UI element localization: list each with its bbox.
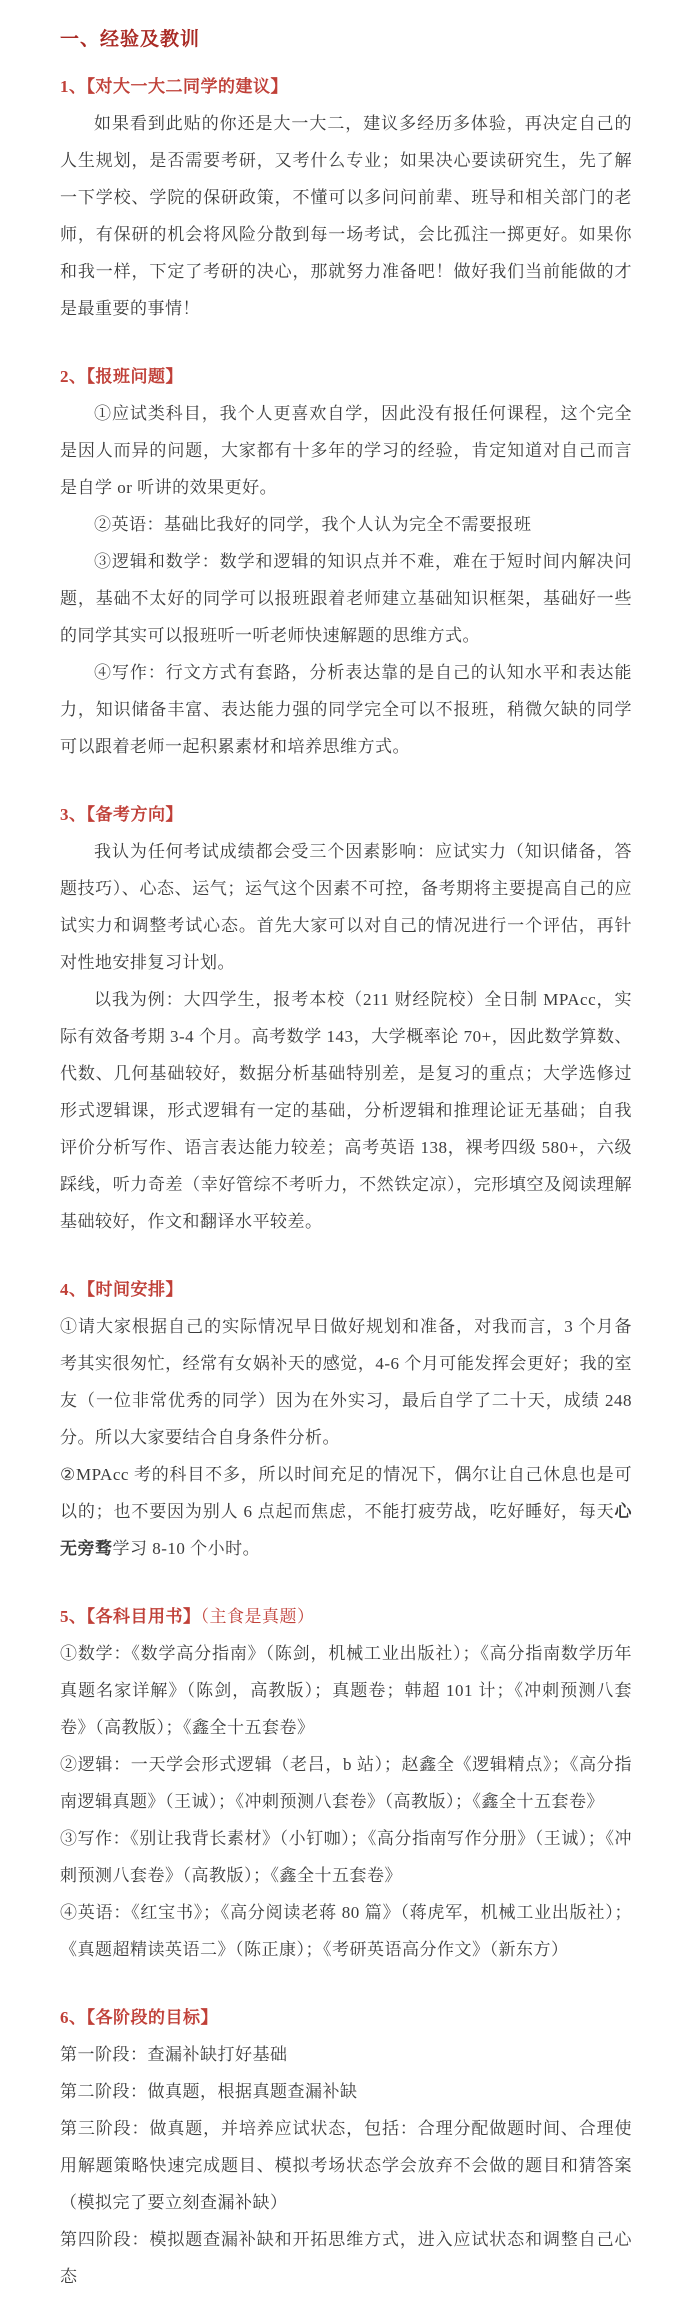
section [60, 1598, 632, 1968]
section-heading-text: 5、【各科目用书】 [60, 1607, 201, 1626]
paragraph [60, 654, 632, 765]
section [60, 1271, 632, 1567]
section-heading [60, 1271, 632, 1308]
paragraph [60, 543, 632, 654]
text-run: 以我为例：大四学生，报考本校（211 财经院校）全日制 MPAcc，实际有效备考期 3-4 个月。高考数学 143，大学概率论 70+，因此数学算数、代数、几何基础较好，数据分析基础特别差，是复习的重点；大学选修过形式逻辑课，形式逻辑有一定的基础，分析逻辑和推理论证无基础；自我评价分析写作、语言表达能力较差；高考英语 138，裸考四级 580+，六级踩线，听力奇差（幸好管综不考听力，不然铁定凉），完形填空及阅读理解基础较好，作文和翻译水平较差。 [60, 990, 632, 1231]
text-run: ②英语：基础比我好的同学，我个人认为完全不需要报班 [94, 515, 532, 534]
document-title: 一、经验及教训 [60, 29, 201, 50]
section-heading-text: 6、【各阶段的目标】 [60, 2008, 218, 2027]
text-run: 第四阶段：模拟题查漏补缺和开拓思维方式，进入应试状态和调整自己心态 [60, 2230, 632, 2286]
text-run: 第三阶段：做真题，并培养应试状态，包括：合理分配做题时间、合理使用解题策略快速完成题目、模拟考场状态学会放弃不会做的题目和猜答案（模拟完了要立刻查漏补缺） [60, 2119, 632, 2212]
text-run: ④写作：行文方式有套路，分析表达靠的是自己的认知水平和表达能力，知识储备丰富、表达能力强的同学完全可以不报班，稍微欠缺的同学可以跟着老师一起积累素材和培养思维方式。 [60, 663, 632, 756]
text-run: 第一阶段：查漏补缺打好基础 [60, 2045, 288, 2064]
section-heading-suffix: （主食是真题） [200, 1607, 315, 1626]
paragraph [60, 1308, 632, 1456]
section-heading [60, 1999, 632, 2036]
text-run: ①数学：《数学高分指南》（陈剑，机械工业出版社）；《高分指南数学历年真题名家详解》（陈剑，高教版）；真题卷；韩超 101 计；《冲刺预测八套卷》（高教版）；《鑫全十五套卷》 [60, 1644, 632, 1737]
text-run: ①应试类科目，我个人更喜欢自学，因此没有报任何课程，这个完全是因人而异的问题，大家都有十多年的学习的经验，肯定知道对自己而言是自学 or 听讲的效果更好。 [60, 404, 632, 497]
paragraph [60, 2073, 632, 2110]
section-heading [60, 358, 632, 395]
text-run: ②MPAcc 考的科目不多，所以时间充足的情况下，偶尔让自己休息也是可以的；也不要因为别人 6 点起而焦虑，不能打疲劳战，吃好睡好，每天 [60, 1465, 632, 1521]
text-run: ③逻辑和数学：数学和逻辑的知识点并不难，难在于短时间内解决问题，基础不太好的同学可以报班跟着老师建立基础知识框架，基础好一些的同学其实可以报班听一听老师快速解题的思维方式。 [60, 552, 632, 645]
paragraph [60, 1894, 632, 1968]
paragraph [60, 2110, 632, 2221]
paragraph [60, 833, 632, 981]
paragraph [60, 1820, 632, 1894]
section-heading [60, 68, 632, 105]
text-run: 我认为任何考试成绩都会受三个因素影响：应试实力（知识储备，答题技巧）、心态、运气；运气这个因素不可控，备考期将主要提高自己的应试实力和调整考试心态。首先大家可以对自己的情况进行一个评估，再针对性地安排复习计划。 [60, 842, 632, 972]
text-run: ②逻辑：一天学会形式逻辑（老吕，b 站）；赵鑫全《逻辑精点》；《高分指南逻辑真题》（王诚）；《冲刺预测八套卷》（高教版）；《鑫全十五套卷》 [60, 1755, 632, 1811]
section-heading-text: 1、【对大一大二同学的建议】 [60, 77, 288, 96]
paragraph [60, 981, 632, 1240]
paragraph [60, 1746, 632, 1820]
section [60, 796, 632, 1240]
paragraph [60, 1456, 632, 1567]
section [60, 68, 632, 327]
text-run: 如果看到此贴的你还是大一大二，建议多经历多体验，再决定自己的人生规划，是否需要考研，又考什么专业；如果决心要读研究生，先了解一下学校、学院的保研政策，不懂可以多问问前辈、班导和相关部门的老师，有保研的机会将风险分散到每一场考试，会比孤注一掷更好。如果你和我一样，下定了考研的决心，那就努力准备吧！做好我们当前能做的才是最重要的事情！ [60, 114, 632, 318]
paragraph [60, 1635, 632, 1746]
section-heading-text: 2、【报班问题】 [60, 367, 183, 386]
paragraph [60, 2221, 632, 2295]
section [60, 1999, 632, 2295]
text-run: ③写作：《别让我背长素材》（小钉咖）；《高分指南写作分册》（王诚）；《冲刺预测八套卷》（高教版）；《鑫全十五套卷》 [60, 1829, 632, 1885]
section-heading [60, 1598, 632, 1635]
text-run: 学习 8-10 个小时。 [112, 1539, 261, 1558]
paragraph [60, 395, 632, 506]
text-run: 第二阶段：做真题，根据真题查漏补缺 [60, 2082, 358, 2101]
sections-container [60, 68, 632, 2295]
section-heading [60, 796, 632, 833]
paragraph [60, 506, 632, 543]
paragraph [60, 105, 632, 327]
section [60, 358, 632, 765]
paragraph [60, 2036, 632, 2073]
text-run: ④英语：《红宝书》；《高分阅读老蒋 80 篇》（蒋虎军，机械工业出版社）；《真题超精读英语二》（陈正康）；《考研英语高分作文》（新东方） [60, 1903, 632, 1959]
section-heading-text: 4、【时间安排】 [60, 1280, 183, 1299]
section-heading-text: 3、【备考方向】 [60, 805, 183, 824]
text-run: ①请大家根据自己的实际情况早日做好规划和准备，对我而言，3 个月备考其实很匆忙，经常有女娲补天的感觉，4-6 个月可能发挥会更好；我的室友（一位非常优秀的同学）因为在外实习，最后自学了二十天，成绩 248 分。所以大家要结合自身条件分析。 [60, 1317, 632, 1447]
bold-text-run: 心无旁骛 [60, 1502, 632, 1558]
